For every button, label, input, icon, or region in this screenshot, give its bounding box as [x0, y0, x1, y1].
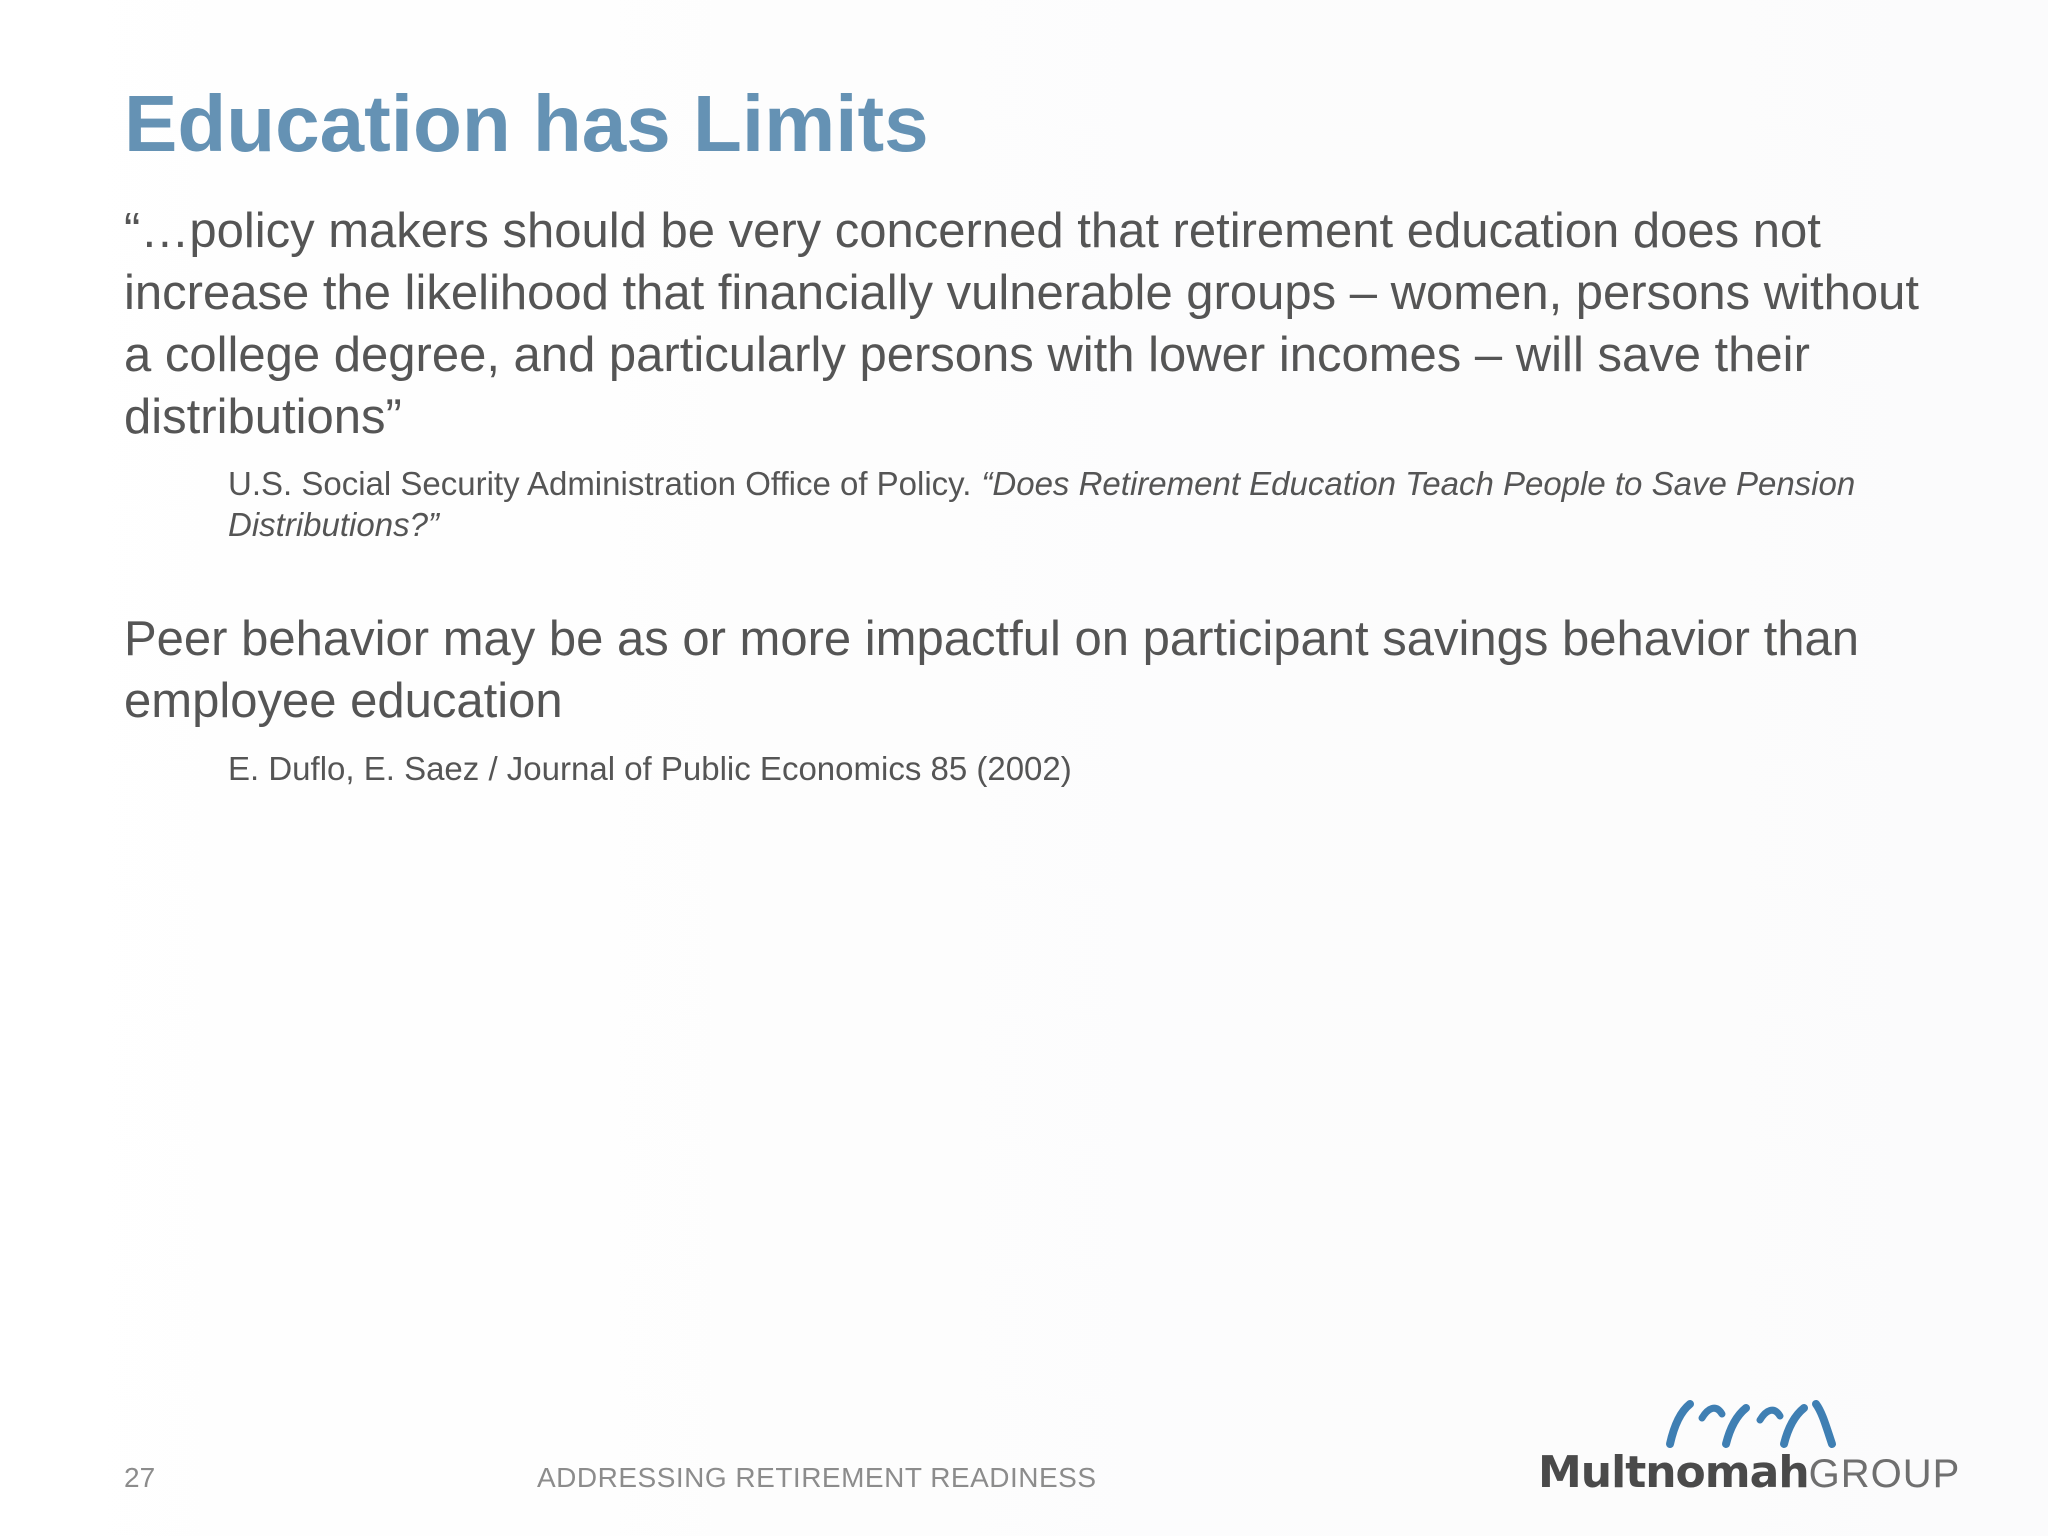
- multnomah-group-logo: [1536, 1396, 1961, 1506]
- peer-behavior-statement: Peer behavior may be as or more impactful on participant savings behavior than employee education: [124, 612, 1859, 728]
- citation-source: U.S. Social Security Administration Office of Policy.: [228, 465, 972, 502]
- logo-wordmark: [1538, 1448, 1960, 1508]
- footer-title: ADDRESSING RETIREMENT READINESS: [537, 1462, 1097, 1493]
- slide-title: Education has Limits: [124, 79, 929, 168]
- policy-quote: “…policy makers should be very concerned that retirement education does not increase the likelihood that financially vulnerable groups – women, persons without a college degree, and particularly persons with lower incomes – will save their distributions”: [124, 204, 1919, 444]
- statement-citation: E. Duflo, E. Saez / Journal of Public Economics 85 (2002): [228, 750, 1072, 787]
- citation-work-title: “Does Retirement Education Teach People to Save Pension Distributions?”: [228, 465, 1856, 543]
- page-number: 27: [124, 1462, 156, 1493]
- wave-marks-icon: [1656, 1396, 1856, 1450]
- logo-name-light: GROUP: [1808, 1452, 1961, 1496]
- quote-citation: [228, 463, 1948, 545]
- logo-name-strong: Multnomah: [1538, 1447, 1809, 1498]
